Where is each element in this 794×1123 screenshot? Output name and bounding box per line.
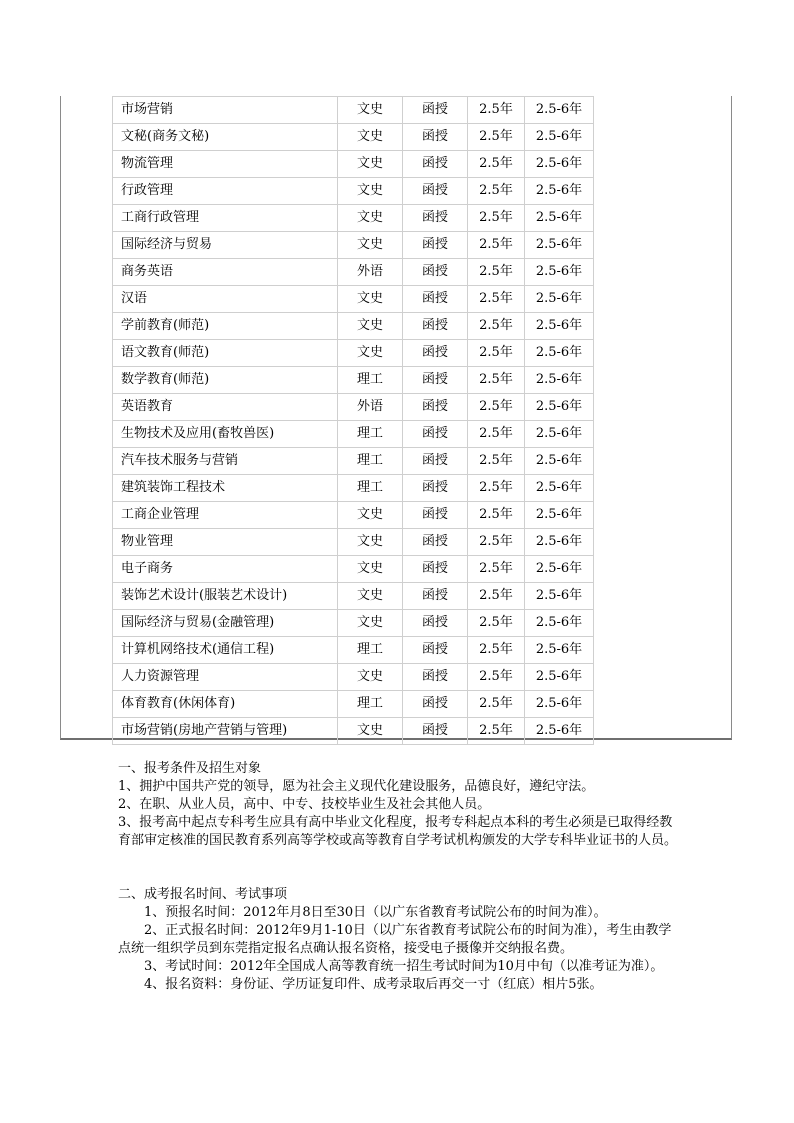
table-row [113,502,594,529]
program-name-cell: 装饰艺术设计(服装艺术设计) [113,583,338,610]
study-mode-cell: 函授 [403,448,468,475]
study-span-cell: 2.5-6年 [525,610,594,637]
program-name-cell: 物流管理 [113,151,338,178]
study-duration-cell: 2.5年 [468,529,525,556]
program-name-cell: 工商行政管理 [113,205,338,232]
study-duration-cell: 2.5年 [468,556,525,583]
program-name-cell: 计算机网络技术(通信工程) [113,637,338,664]
program-name-cell: 汽车技术服务与营销 [113,448,338,475]
table-row [113,664,594,691]
study-duration-cell: 2.5年 [468,259,525,286]
study-mode-cell: 函授 [403,205,468,232]
study-duration-cell: 2.5年 [468,124,525,151]
program-category-cell: 文史 [338,502,403,529]
registration-item: 2、正式报名时间：2012年9月1-10日（以广东省教育考试院公布的时间为准），考生由教学点统一组织学员到东莞指定报名点确认报名资格，接受电子摄像并交纳报名费。 [118,923,672,956]
study-duration-cell: 2.5年 [468,151,525,178]
study-mode-cell: 函授 [403,718,468,745]
program-name-cell: 电子商务 [113,556,338,583]
study-mode-cell: 函授 [403,124,468,151]
table-row [113,178,594,205]
study-duration-cell: 2.5年 [468,313,525,340]
program-category-cell: 文史 [338,313,403,340]
program-category-cell: 理工 [338,367,403,394]
study-span-cell: 2.5-6年 [525,97,594,124]
table-row [113,637,594,664]
program-table [112,96,594,745]
table-row [113,718,594,745]
program-name-cell: 生物技术及应用(畜牧兽医) [113,421,338,448]
table-row [113,313,594,340]
study-mode-cell: 函授 [403,340,468,367]
study-mode-cell: 函授 [403,664,468,691]
program-name-cell: 汉语 [113,286,338,313]
study-duration-cell: 2.5年 [468,691,525,718]
study-span-cell: 2.5-6年 [525,475,594,502]
section-heading: 二、成考报名时间、考试事项 [118,887,288,902]
program-category-cell: 文史 [338,232,403,259]
study-duration-cell: 2.5年 [468,394,525,421]
study-span-cell: 2.5-6年 [525,448,594,475]
study-duration-cell: 2.5年 [468,178,525,205]
program-category-cell: 外语 [338,259,403,286]
program-name-cell: 建筑装饰工程技术 [113,475,338,502]
program-name-cell: 学前教育(师范) [113,313,338,340]
program-name-cell: 行政管理 [113,178,338,205]
section-heading: 一、报考条件及招生对象 [118,761,262,776]
table-row [113,124,594,151]
study-span-cell: 2.5-6年 [525,286,594,313]
table-row [113,556,594,583]
table-row [113,151,594,178]
section-registration [118,886,678,994]
table-row [113,475,594,502]
program-category-cell: 外语 [338,394,403,421]
table-row [113,394,594,421]
program-name-cell: 物业管理 [113,529,338,556]
study-duration-cell: 2.5年 [468,205,525,232]
study-span-cell: 2.5-6年 [525,151,594,178]
study-span-cell: 2.5-6年 [525,421,594,448]
table-row [113,259,594,286]
program-category-cell: 理工 [338,475,403,502]
study-span-cell: 2.5-6年 [525,232,594,259]
program-category-cell: 文史 [338,205,403,232]
table-row [113,691,594,718]
study-duration-cell: 2.5年 [468,718,525,745]
study-mode-cell: 函授 [403,259,468,286]
study-span-cell: 2.5-6年 [525,367,594,394]
study-duration-cell: 2.5年 [468,475,525,502]
table-row [113,529,594,556]
program-category-cell: 文史 [338,124,403,151]
program-name-cell: 国际经济与贸易 [113,232,338,259]
program-name-cell: 市场营销(房地产营销与管理) [113,718,338,745]
table-row [113,367,594,394]
program-category-cell: 文史 [338,286,403,313]
study-span-cell: 2.5-6年 [525,637,594,664]
registration-item: 3、考试时间：2012年全国成人高等教育统一招生考试时间为10月中旬（以准考证为准）。 [144,959,664,974]
study-span-cell: 2.5-6年 [525,124,594,151]
study-mode-cell: 函授 [403,313,468,340]
study-duration-cell: 2.5年 [468,664,525,691]
study-span-cell: 2.5-6年 [525,556,594,583]
study-mode-cell: 函授 [403,475,468,502]
study-mode-cell: 函授 [403,97,468,124]
study-mode-cell: 函授 [403,151,468,178]
study-duration-cell: 2.5年 [468,421,525,448]
program-category-cell: 理工 [338,421,403,448]
study-span-cell: 2.5-6年 [525,664,594,691]
study-mode-cell: 函授 [403,556,468,583]
study-duration-cell: 2.5年 [468,97,525,124]
study-mode-cell: 函授 [403,232,468,259]
study-span-cell: 2.5-6年 [525,394,594,421]
program-category-cell: 文史 [338,151,403,178]
eligibility-item: 3、报考高中起点专科考生应具有高中毕业文化程度，报考专科起点本科的考生必须是已取得经教育部审定核准的国民教育系列高等学校或高等教育自学考试机构颁发的大学专科毕业证书的人员。 [118,815,678,848]
table-row [113,232,594,259]
table-row [113,421,594,448]
eligibility-item: 1、拥护中国共产党的领导，愿为社会主义现代化建设服务，品德良好，遵纪守法。 [118,779,595,794]
program-name-cell: 体育教育(休闲体育) [113,691,338,718]
program-name-cell: 语文教育(师范) [113,340,338,367]
program-category-cell: 理工 [338,448,403,475]
study-duration-cell: 2.5年 [468,340,525,367]
study-mode-cell: 函授 [403,502,468,529]
study-span-cell: 2.5-6年 [525,313,594,340]
program-category-cell: 文史 [338,178,403,205]
study-span-cell: 2.5-6年 [525,259,594,286]
program-name-cell: 市场营销 [113,97,338,124]
study-span-cell: 2.5-6年 [525,502,594,529]
study-span-cell: 2.5-6年 [525,529,594,556]
program-category-cell: 理工 [338,637,403,664]
study-span-cell: 2.5-6年 [525,178,594,205]
study-span-cell: 2.5-6年 [525,340,594,367]
study-mode-cell: 函授 [403,637,468,664]
registration-item: 4、报名资料：身份证、学历证复印件、成考录取后再交一寸（红底）相片5张。 [144,977,603,992]
study-mode-cell: 函授 [403,691,468,718]
section-eligibility [118,760,678,850]
program-category-cell: 文史 [338,664,403,691]
program-table-body [113,97,594,745]
study-mode-cell: 函授 [403,583,468,610]
study-span-cell: 2.5-6年 [525,691,594,718]
program-name-cell: 英语教育 [113,394,338,421]
study-mode-cell: 函授 [403,367,468,394]
study-duration-cell: 2.5年 [468,232,525,259]
study-mode-cell: 函授 [403,610,468,637]
registration-item: 1、预报名时间：2012年月8日至30日（以广东省教育考试院公布的时间为准）。 [144,905,607,920]
program-name-cell: 商务英语 [113,259,338,286]
study-span-cell: 2.5-6年 [525,583,594,610]
table-row [113,205,594,232]
study-duration-cell: 2.5年 [468,502,525,529]
program-category-cell: 文史 [338,610,403,637]
table-row [113,448,594,475]
program-name-cell: 文秘(商务文秘) [113,124,338,151]
table-row [113,286,594,313]
program-category-cell: 文史 [338,529,403,556]
program-name-cell: 人力资源管理 [113,664,338,691]
study-span-cell: 2.5-6年 [525,718,594,745]
study-duration-cell: 2.5年 [468,448,525,475]
program-name-cell: 工商企业管理 [113,502,338,529]
program-category-cell: 文史 [338,340,403,367]
program-category-cell: 文史 [338,97,403,124]
table-row [113,583,594,610]
study-mode-cell: 函授 [403,286,468,313]
program-category-cell: 文史 [338,718,403,745]
program-category-cell: 文史 [338,556,403,583]
study-mode-cell: 函授 [403,529,468,556]
study-mode-cell: 函授 [403,421,468,448]
study-duration-cell: 2.5年 [468,583,525,610]
program-category-cell: 文史 [338,583,403,610]
program-category-cell: 理工 [338,691,403,718]
table-row [113,97,594,124]
study-mode-cell: 函授 [403,394,468,421]
study-duration-cell: 2.5年 [468,286,525,313]
table-row [113,340,594,367]
study-mode-cell: 函授 [403,178,468,205]
eligibility-item: 2、在职、从业人员，高中、中专、技校毕业生及社会其他人员。 [118,797,491,812]
program-name-cell: 国际经济与贸易(金融管理) [113,610,338,637]
study-duration-cell: 2.5年 [468,637,525,664]
study-duration-cell: 2.5年 [468,610,525,637]
study-span-cell: 2.5-6年 [525,205,594,232]
program-name-cell: 数学教育(师范) [113,367,338,394]
table-row [113,610,594,637]
study-duration-cell: 2.5年 [468,367,525,394]
